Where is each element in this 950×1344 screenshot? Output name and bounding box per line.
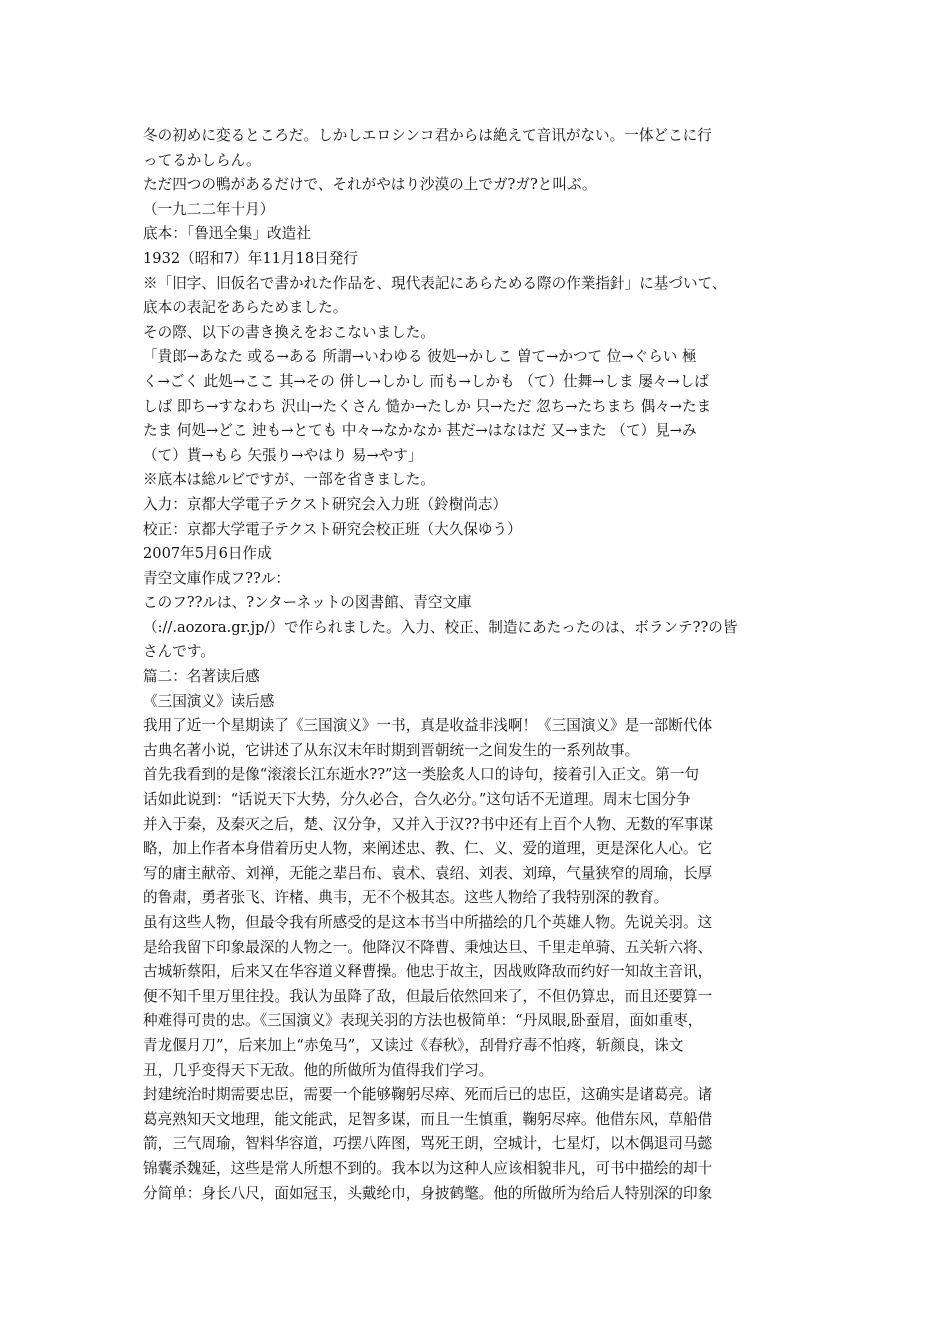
text-line: しば 即ち→すなわち 沢山→たくさん 慥か→たしか 只→ただ 忽ち→たちまち 偶々→たま	[143, 397, 712, 415]
article-title: 《三国演义》读后感	[143, 692, 275, 710]
text-line: 是给我留下印象最深的人物之一。他降汉不降曹、秉烛达旦、千里走单骑、五关斩六将、	[143, 938, 713, 956]
text-line: 的鲁肃，勇者张飞、许楮、典韦，无不个极其态。这些人物给了我特别深的教育。	[143, 889, 669, 907]
text-line: 青空文庫作成フ??ル：	[143, 569, 290, 587]
text-line: 丑，几乎变得天下无敌。他的所做所为值得我们学习。	[143, 1061, 494, 1079]
text-line: その際、以下の書き換えをおこないました。	[143, 323, 435, 341]
text-line: 箭，三气周瑜，智料华容道，巧摆八阵图，骂死王朗，空城计，七星灯，以木偶退司马懿	[143, 1135, 713, 1153]
text-line: 并入于秦，及秦灭之后，楚、汉分争，又并入于汉??书中还有上百个人物、无数的军事谋	[143, 815, 714, 833]
text-line: 葛亮熟知天文地理，能文能武，足智多谋，而且一生慎重，鞠躬尽瘁。他借东风，草船借	[143, 1110, 713, 1128]
text-line: （://.aozora.gr.jp/）で作られました。入力、校正、制造にあたったのは、ボランテ??の皆	[143, 618, 738, 636]
text-line: く→ごく 此処→ここ 其→その 併し→しかし 而も→しかも （て）仕舞→しま 屡々→しば	[143, 372, 709, 390]
text-line: 入力：京都大学電子テクスト研究会入力班（鈴樹尚志）	[143, 495, 508, 513]
text-line: （一九二二年十月）	[143, 200, 275, 218]
section-heading: 篇二：名著读后感	[143, 668, 260, 686]
text-line: 冬の初めに変るところだ。しかしエロシンコ君からは絶えて音讯がない。一体どこに行	[143, 127, 712, 144]
text-line: 青龙偃月刀”，后来加上“赤兔马”，又读过《春秋》，刮骨疗毒不怕疼，斩颜良，诛文	[143, 1036, 684, 1054]
text-line: ただ四つの鴨があるだけで、それがやはり沙漠の上でガ?ガ?と叫ぶ。	[143, 176, 597, 194]
text-line: 我用了近一个星期读了《三国演义》一书，真是收益非浅啊！《三国演义》是一部断代体	[143, 717, 713, 735]
text-line: ってるかしらん。	[143, 151, 261, 169]
text-line: 1932（昭和7）年11月18日発行	[143, 249, 358, 267]
text-line: さんです。	[143, 643, 215, 661]
text-line: 底本：「鲁迅全集」改造社	[143, 225, 311, 243]
text-line: 略，加上作者本身借着历史人物，来阐述忠、教、仁、义、爱的道理，更是深化人心。它	[143, 840, 713, 858]
text-line: 种难得可贵的忠。《三国演义》表现关羽的方法也极简单：“丹凤眼,卧蚕眉，面如重枣，	[143, 1012, 703, 1030]
text-line: 便不知千里万里往投。我认为虽降了敌，但最后依然回来了，不但仍算忠，而且还要算一	[143, 987, 713, 1005]
text-line: 虽有这些人物，但最令我有所感受的是这本书当中所描绘的几个英雄人物。先说关羽。这	[143, 914, 713, 931]
text-line: 写的庸主献帝、刘禅，无能之辈吕布、袁术、袁绍、刘表、刘璋，气量狭窄的周瑜，长厚	[143, 864, 713, 882]
text-line: 校正：京都大学電子テクスト研究会校正班（大久保ゆう）	[143, 520, 522, 538]
text-line: 首先我看到的是像“滚滚长江东逝水??”这一类脍炙人口的诗句，接着引入正文。第一句	[143, 766, 699, 784]
text-line: このフ??ルは、?ンターネットの図書館、青空文庫	[143, 594, 472, 612]
document-page	[143, 124, 811, 1206]
text-line: 古城斩蔡阳，后来又在华容道义释曹操。他忠于故主，因战败降敌而约好一知故主音讯，	[143, 963, 713, 981]
text-line: （て）貰→もら 矢張り→やはり 易→やす」	[143, 446, 423, 464]
text-line: 锦囊杀魏延，这些是常人所想不到的。我本以为这种人应该相貌非凡，可书中描绘的却十	[143, 1159, 713, 1177]
text-line: 古典名著小说，它讲述了从东汉末年时期到晋朝统一之间发生的一系列故事。	[143, 741, 640, 759]
text-line: 2007年5月6日作成	[143, 545, 272, 563]
text-line: 底本の表記をあらためました。	[143, 299, 348, 317]
text-line: 封建统治时期需要忠臣，需要一个能够鞠躬尽瘁、死而后已的忠臣，这确实是诸葛亮。诸	[143, 1086, 713, 1104]
text-line: 分简单：身长八尺，面如冠玉，头戴纶巾，身披鹤氅。他的所做所为给后人特别深的印象	[143, 1184, 713, 1202]
text-line: 话如此说到：“话说天下大势，分久必合，合久必分。”这句话不无道理。周末七国分争	[143, 791, 691, 809]
text-line: ※「旧字、旧仮名で書かれた作品を、現代表記にあらためる際の作業指針」に基づいて、	[143, 274, 727, 292]
text-line: 「貴郎→あなた 或る→ある 所謂→いわゆる 彼処→かしこ 曽て→かつて 位→ぐらい 極	[143, 348, 697, 366]
text-line: ※底本は総ルビですが、一部を省きました。	[143, 471, 435, 489]
text-line: たま 何処→どこ 迚も→とても 中々→なかなか 甚だ→はなはだ 又→また （て）見→み	[143, 422, 697, 440]
